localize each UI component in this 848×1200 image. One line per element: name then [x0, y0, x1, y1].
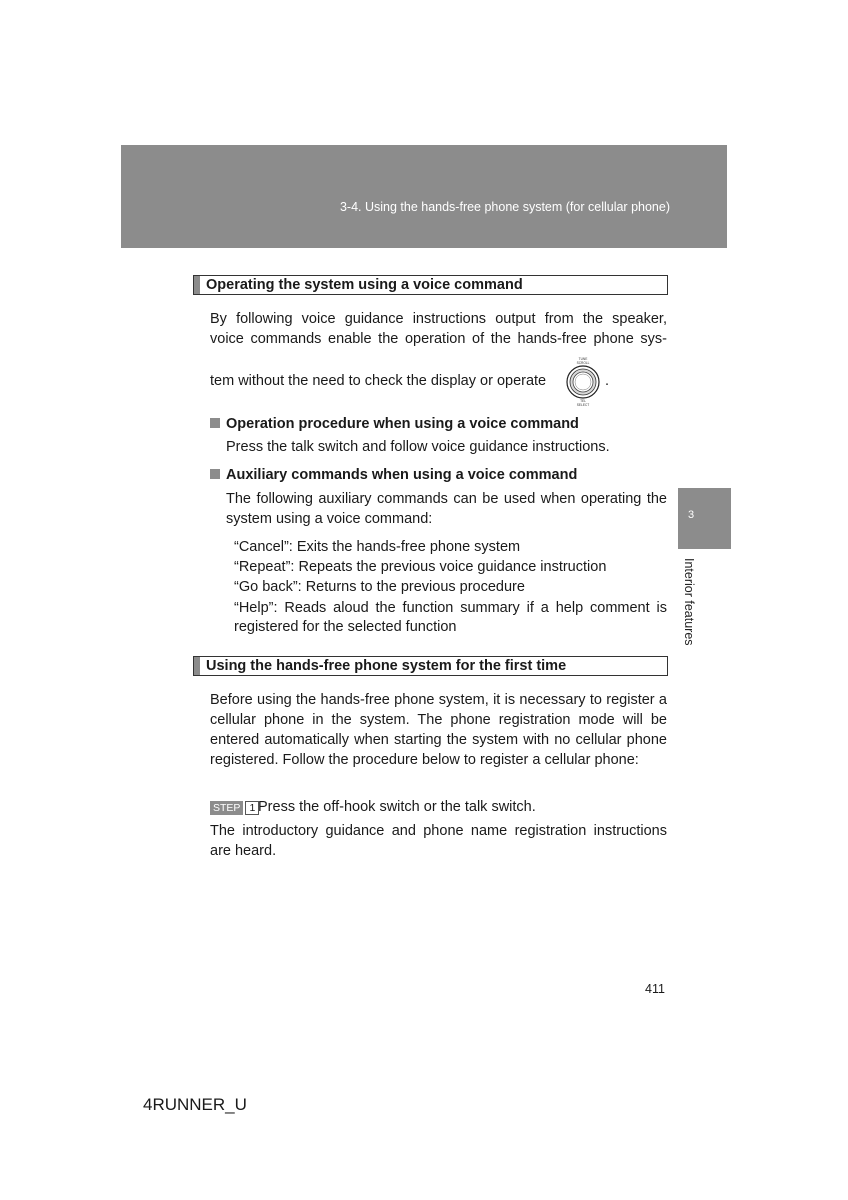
- command-cancel: “Cancel”: Exits the hands-free phone system: [234, 539, 521, 555]
- step-number: 1: [245, 801, 259, 815]
- intro-line-3: tem without the need to check the display or operate: [210, 373, 547, 389]
- intro-end: .: [605, 373, 610, 389]
- command-repeat: “Repeat”: Repeats the previous voice guidance instruction: [234, 559, 607, 575]
- first-time-paragraph: Before using the hands-free phone system, it is necessary to register a cellular phone in the system. The phone registration mode will be entered automatically when starting the system with no cellular phone registered. Follow the procedure below to register a cellular phone:: [210, 692, 667, 768]
- page-number: 411: [645, 982, 665, 996]
- intro-line-2: voice commands enable the operation of the hands-free phone sys-: [210, 331, 667, 347]
- after-step-paragraph: The introductory guidance and phone name registration instructions are heard.: [210, 823, 667, 859]
- section-title: Operating the system using a voice command: [206, 277, 523, 293]
- section-title: Using the hands-free phone system for the first time: [206, 658, 567, 674]
- svg-text:SCROLL: SCROLL: [576, 361, 590, 365]
- svg-text:TUNE: TUNE: [578, 357, 588, 361]
- square-bullet-icon: [210, 469, 220, 479]
- subheading-auxiliary-commands: [210, 467, 577, 483]
- command-go-back: “Go back”: Returns to the previous procedure: [234, 579, 525, 595]
- step-label: STEP: [210, 801, 243, 815]
- svg-text:TEL: TEL: [580, 399, 586, 403]
- chapter-tab: [678, 488, 731, 549]
- chapter-label: Interior features: [682, 558, 696, 646]
- step-1-text: Press the off-hook switch or the talk switch.: [258, 799, 536, 815]
- command-help-line-1: “Help”: Reads aloud the function summary if a help comment is: [234, 600, 667, 616]
- section-heading-bar: [194, 657, 200, 675]
- square-bullet-icon: [210, 418, 220, 428]
- section-heading-voice-command: [193, 275, 668, 295]
- footer-model-code: 4RUNNER_U: [143, 1095, 247, 1114]
- header-band: [121, 145, 727, 248]
- intro-line-1: By following voice guidance instructions output from the speaker,: [210, 311, 667, 327]
- command-help-line-2: registered for the selected function: [234, 619, 457, 635]
- auxiliary-text-line-2: system using a voice command:: [226, 511, 433, 527]
- subheading-operation-procedure: [210, 416, 579, 432]
- subheading-text: Auxiliary commands when using a voice command: [226, 467, 578, 483]
- auxiliary-text-line-1: The following auxiliary commands can be used when operating the: [226, 491, 667, 507]
- subheading-text: Operation procedure when using a voice command: [226, 416, 579, 432]
- chapter-number: 3: [688, 509, 695, 521]
- operation-procedure-text: Press the talk switch and follow voice guidance instructions.: [226, 439, 610, 455]
- section-heading-bar: [194, 276, 200, 294]
- tune-scroll-knob-icon: [562, 356, 604, 408]
- svg-text:SELECT: SELECT: [576, 403, 590, 407]
- chapter-label-container: [682, 558, 696, 658]
- section-heading-first-time: [193, 656, 668, 676]
- breadcrumb: 3-4. Using the hands-free phone system (for cellular phone): [339, 200, 670, 214]
- step-badge: [210, 801, 259, 815]
